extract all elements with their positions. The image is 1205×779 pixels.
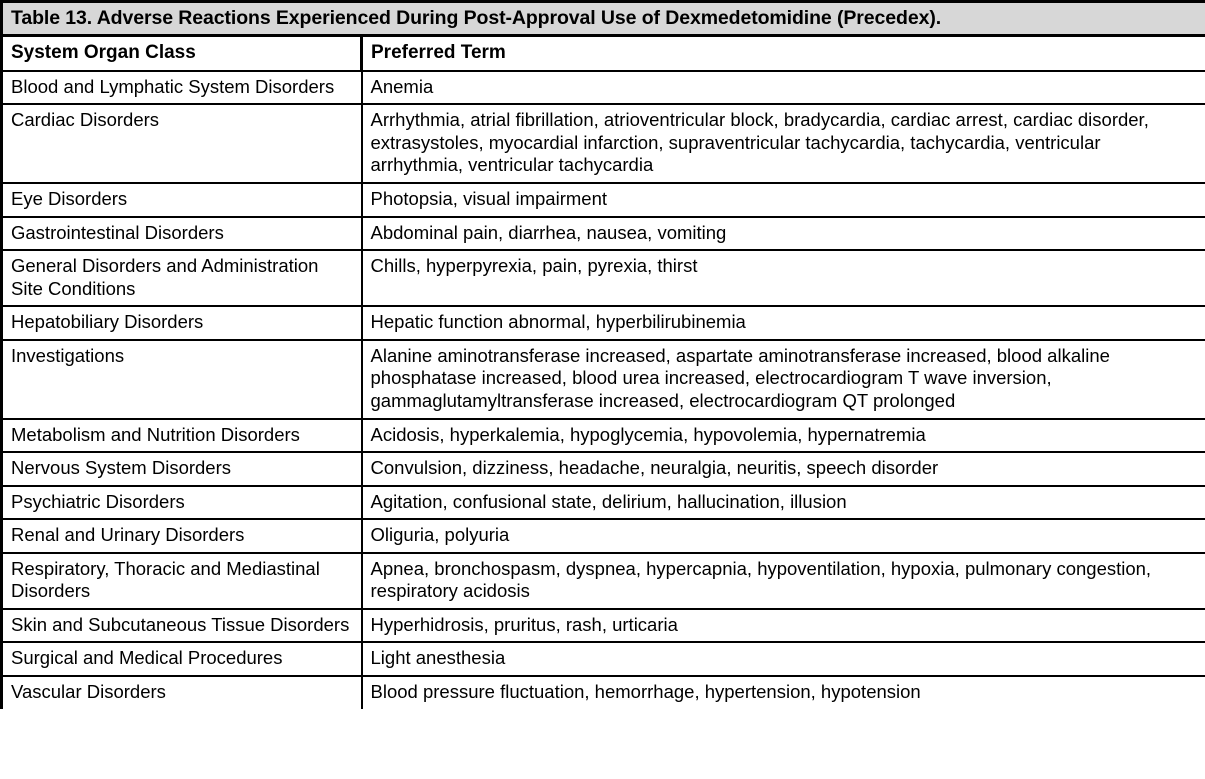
cell-system-organ-class: Metabolism and Nutrition Disorders — [2, 419, 362, 453]
cell-system-organ-class: Gastrointestinal Disorders — [2, 217, 362, 251]
cell-preferred-term: Convulsion, dizziness, headache, neuralgia, neuritis, speech disorder — [362, 452, 1205, 486]
table-row — [2, 609, 1205, 643]
table-body — [2, 2, 1205, 709]
cell-system-organ-class: Nervous System Disorders — [2, 452, 362, 486]
table-row — [2, 217, 1205, 251]
cell-system-organ-class: Hepatobiliary Disorders — [2, 306, 362, 340]
table-row — [2, 183, 1205, 217]
table-row — [2, 452, 1205, 486]
cell-preferred-term: Photopsia, visual impairment — [362, 183, 1205, 217]
table-row — [2, 250, 1205, 306]
table-header-row — [2, 36, 1205, 71]
cell-system-organ-class: Skin and Subcutaneous Tissue Disorders — [2, 609, 362, 643]
cell-system-organ-class: General Disorders and Administration Site Conditions — [2, 250, 362, 306]
table-row — [2, 306, 1205, 340]
table-row — [2, 419, 1205, 453]
cell-preferred-term: Abdominal pain, diarrhea, nausea, vomiting — [362, 217, 1205, 251]
table-title-row — [2, 2, 1205, 36]
table-row — [2, 642, 1205, 676]
cell-preferred-term: Alanine aminotransferase increased, aspartate aminotransferase increased, blood alkaline phosphatase increased, blood urea increased, electrocardiogram T wave inversion, gammaglutamyltransferase increased, electrocardiogram QT prolonged — [362, 340, 1205, 419]
cell-system-organ-class: Investigations — [2, 340, 362, 419]
cell-preferred-term: Light anesthesia — [362, 642, 1205, 676]
column-header-system-organ-class: System Organ Class — [2, 36, 362, 71]
table-row — [2, 553, 1205, 609]
column-header-preferred-term: Preferred Term — [362, 36, 1205, 71]
cell-system-organ-class: Psychiatric Disorders — [2, 486, 362, 520]
table-title: Table 13. Adverse Reactions Experienced During Post-Approval Use of Dexmedetomidine (Precedex). — [2, 2, 1205, 36]
cell-preferred-term: Hyperhidrosis, pruritus, rash, urticaria — [362, 609, 1205, 643]
cell-system-organ-class: Cardiac Disorders — [2, 104, 362, 183]
cell-preferred-term: Blood pressure fluctuation, hemorrhage, hypertension, hypotension — [362, 676, 1205, 709]
table-row — [2, 519, 1205, 553]
cell-preferred-term: Agitation, confusional state, delirium, hallucination, illusion — [362, 486, 1205, 520]
cell-system-organ-class: Respiratory, Thoracic and Mediastinal Disorders — [2, 553, 362, 609]
cell-system-organ-class: Blood and Lymphatic System Disorders — [2, 71, 362, 105]
table-row — [2, 340, 1205, 419]
cell-preferred-term: Anemia — [362, 71, 1205, 105]
table-row — [2, 676, 1205, 709]
cell-system-organ-class: Surgical and Medical Procedures — [2, 642, 362, 676]
table-row — [2, 104, 1205, 183]
cell-system-organ-class: Eye Disorders — [2, 183, 362, 217]
cell-preferred-term: Arrhythmia, atrial fibrillation, atrioventricular block, bradycardia, cardiac arrest, cardiac disorder, extrasystoles, myocardial infarction, supraventricular tachycardia, tachycardia, ventricular arrhythmia, ventricular tachycardia — [362, 104, 1205, 183]
cell-preferred-term: Apnea, bronchospasm, dyspnea, hypercapnia, hypoventilation, hypoxia, pulmonary congestion, respiratory acidosis — [362, 553, 1205, 609]
table-row — [2, 486, 1205, 520]
table-row — [2, 71, 1205, 105]
cell-preferred-term: Acidosis, hyperkalemia, hypoglycemia, hypovolemia, hypernatremia — [362, 419, 1205, 453]
cell-preferred-term: Oliguria, polyuria — [362, 519, 1205, 553]
cell-preferred-term: Hepatic function abnormal, hyperbilirubinemia — [362, 306, 1205, 340]
cell-system-organ-class: Renal and Urinary Disorders — [2, 519, 362, 553]
cell-system-organ-class: Vascular Disorders — [2, 676, 362, 709]
cell-preferred-term: Chills, hyperpyrexia, pain, pyrexia, thirst — [362, 250, 1205, 306]
